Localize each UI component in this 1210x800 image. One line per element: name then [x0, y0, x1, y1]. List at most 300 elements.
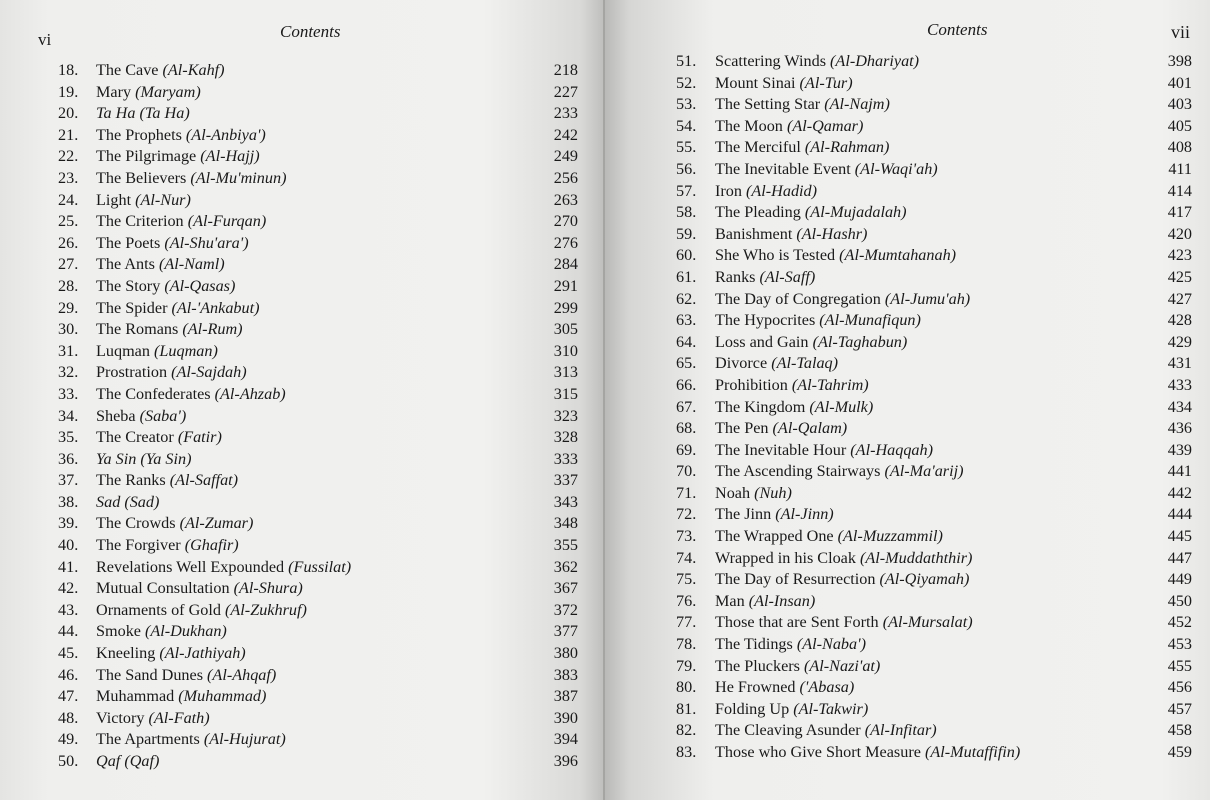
toc-entry [676, 440, 1198, 462]
toc-entry-english-title: The Pluckers [715, 656, 805, 675]
toc-entry-number: 68. [676, 419, 697, 438]
toc-entry-english-title: The Ascending Stairways [715, 462, 885, 481]
toc-entry-english-title: Smoke [96, 622, 146, 641]
toc-entry [676, 224, 1198, 246]
toc-entry-page-number: 367 [553, 579, 578, 598]
toc-entry-arabic-title: (Al-Zumar) [179, 514, 254, 533]
toc-entry [58, 362, 578, 384]
toc-entry-page-number: 403 [1167, 95, 1192, 114]
toc-entry-arabic-title: (Al-Tahrim) [791, 375, 869, 394]
toc-entry-number: 83. [676, 743, 697, 761]
toc-entry [58, 60, 578, 82]
toc-entry-english-title: The Prophets [96, 125, 186, 144]
toc-entry [676, 461, 1198, 483]
toc-entry-arabic-title: (Al-Kahf) [162, 61, 225, 79]
toc-entry-title [715, 332, 907, 354]
toc-entry-page-number: 452 [1167, 613, 1192, 632]
toc-entry-page-number: 328 [553, 428, 578, 447]
toc-entry-number: 71. [676, 483, 697, 502]
toc-entry [58, 513, 578, 535]
toc-entry-number: 70. [676, 462, 697, 481]
toc-entry-number: 58. [676, 203, 697, 222]
toc-entry-number: 52. [676, 73, 697, 92]
toc-entry-arabic-title: (Al-Anbiya') [185, 125, 266, 144]
toc-entry-title [96, 190, 191, 212]
toc-entry-title [715, 224, 867, 246]
toc-entry-arabic-title: (Al-Ahzab) [214, 384, 286, 403]
toc-entry-title [715, 51, 919, 73]
toc-entry-number: 31. [58, 341, 79, 360]
toc-entry-page-number: 383 [553, 665, 578, 684]
toc-entry-english-title: The Day of Resurrection [715, 570, 880, 589]
toc-entry-arabic-title: Qaf (Qaf) [96, 752, 160, 770]
toc-entry [58, 708, 578, 730]
toc-entry-page-number: 380 [553, 644, 578, 663]
toc-entry-english-title: She Who is Tested [715, 246, 840, 265]
toc-entry-arabic-title: Ya Sin (Ya Sin) [96, 449, 192, 468]
toc-entry-number: 20. [58, 104, 79, 123]
toc-entry-arabic-title: (Al-Najm) [824, 95, 890, 114]
toc-entry-page-number: 447 [1167, 548, 1192, 567]
toc-entry-arabic-title: (Fatir) [177, 428, 222, 447]
toc-entry-page-number: 431 [1167, 354, 1192, 373]
toc-entry-title [96, 751, 159, 773]
toc-entry-number: 81. [676, 699, 697, 718]
toc-entry-title [96, 665, 276, 687]
toc-entry [676, 94, 1198, 116]
toc-entry-number: 80. [676, 678, 697, 697]
toc-entry-english-title: The Pilgrimage [96, 147, 201, 166]
toc-entry-page-number: 456 [1167, 678, 1192, 697]
toc-entry-page-number: 227 [553, 82, 578, 101]
toc-entry-arabic-title: (Al-Mutaffifin) [924, 743, 1021, 761]
toc-entry [58, 168, 578, 190]
toc-entry-number: 60. [676, 246, 697, 265]
toc-entry-english-title: Mutual Consultation [96, 579, 234, 598]
toc-entry-number: 48. [58, 708, 79, 727]
toc-entry-arabic-title: (Al-Hujurat) [203, 730, 286, 749]
toc-entry-title [96, 146, 260, 168]
toc-entry-arabic-title: (Maryam) [135, 82, 201, 101]
toc-entry-number: 62. [676, 289, 697, 308]
toc-entry-number: 59. [676, 224, 697, 243]
toc-entry-page-number: 420 [1167, 224, 1192, 243]
toc-entry-title [715, 742, 1020, 764]
toc-entry-number: 39. [58, 514, 79, 533]
toc-entry-title [96, 60, 225, 82]
toc-entry-title [96, 470, 238, 492]
toc-entry-page-number: 441 [1167, 462, 1192, 481]
toc-entry-english-title: The Setting Star [715, 95, 825, 114]
toc-entry [58, 298, 578, 320]
toc-entry-english-title: The Inevitable Hour [715, 440, 851, 459]
right-folio: vii [1171, 22, 1191, 42]
toc-entry-arabic-title: (Al-Zukhruf) [225, 600, 307, 619]
toc-entry-english-title: The Apartments [96, 730, 204, 749]
toc-entry-title [715, 310, 921, 332]
toc-entry [58, 751, 578, 773]
toc-entry-number: 21. [58, 125, 79, 144]
toc-entry-english-title: The Believers [96, 168, 191, 187]
toc-entry-title [715, 440, 933, 462]
toc-entry [58, 600, 578, 622]
toc-entry [676, 51, 1198, 73]
toc-entry-number: 49. [58, 730, 79, 749]
toc-entry-english-title: Prostration [96, 363, 172, 382]
toc-entry-english-title: The Wrapped One [715, 527, 838, 546]
toc-entry-page-number: 401 [1167, 73, 1192, 92]
toc-entry-title [715, 591, 815, 613]
toc-entry-title [96, 254, 225, 276]
toc-entry-title [96, 600, 307, 622]
toc-entry-number: 64. [676, 332, 697, 351]
toc-entry-number: 45. [58, 644, 79, 663]
toc-entry [676, 569, 1198, 591]
toc-entry-title [96, 643, 246, 665]
toc-entry-page-number: 453 [1167, 635, 1192, 654]
toc-entry-arabic-title: (Al-Jumu'ah) [884, 289, 971, 308]
toc-entry [58, 578, 578, 600]
toc-entry-number: 25. [58, 212, 79, 231]
toc-entry-arabic-title: (Al-Mursalat) [882, 613, 973, 632]
toc-entry-page-number: 436 [1167, 419, 1192, 438]
toc-entry-page-number: 291 [553, 276, 578, 295]
toc-entry-arabic-title: (Al-Hajj) [200, 147, 260, 166]
toc-entry-page-number: 355 [553, 536, 578, 555]
toc-entry-number: 24. [58, 190, 79, 209]
toc-entry-number: 47. [58, 687, 79, 706]
toc-entry-page-number: 299 [553, 298, 578, 317]
toc-entry-english-title: Banishment [715, 224, 797, 243]
toc-entry [58, 449, 578, 471]
toc-entry-arabic-title: (Al-Saff) [759, 267, 816, 286]
toc-entry-number: 26. [58, 233, 79, 252]
toc-entry-title [96, 298, 260, 320]
toc-entry-number: 67. [676, 397, 697, 416]
toc-entry-title [96, 211, 266, 233]
toc-entry-title [96, 341, 218, 363]
toc-entry-page-number: 398 [1167, 52, 1192, 70]
toc-entry-number: 78. [676, 635, 697, 654]
toc-entry-arabic-title: (Al-Fath) [148, 708, 210, 727]
toc-entry-arabic-title: (Al-Naba') [796, 635, 866, 654]
toc-entry-page-number: 305 [553, 320, 578, 339]
toc-entry-title [715, 548, 972, 570]
toc-entry-page-number: 445 [1167, 527, 1192, 546]
toc-entry [676, 418, 1198, 440]
toc-entry-arabic-title: (Al-Munafiqun) [819, 311, 921, 330]
toc-entry-page-number: 414 [1167, 181, 1192, 200]
toc-entry-page-number: 372 [553, 600, 578, 619]
toc-entry [676, 397, 1198, 419]
left-toc-list [58, 60, 578, 773]
toc-entry-page-number: 444 [1167, 505, 1192, 524]
left-running-header: Contents [280, 22, 341, 41]
toc-entry-number: 37. [58, 471, 79, 490]
toc-entry [676, 116, 1198, 138]
toc-entry-page-number: 405 [1167, 116, 1192, 135]
toc-entry-title [715, 656, 880, 678]
toc-entry-title [715, 483, 792, 505]
toc-entry [58, 384, 578, 406]
toc-entry-arabic-title: (Ghafir) [184, 536, 239, 555]
toc-entry [676, 332, 1198, 354]
toc-entry [58, 341, 578, 363]
toc-entry-english-title: Light [96, 190, 136, 209]
toc-entry-arabic-title: (Al-Saffat) [169, 471, 239, 490]
toc-entry-page-number: 411 [1168, 159, 1192, 178]
toc-entry-number: 34. [58, 406, 79, 425]
right-toc-list [676, 51, 1198, 764]
toc-entry-page-number: 233 [553, 104, 578, 123]
toc-entry-title [715, 677, 854, 699]
toc-entry-english-title: The Story [96, 276, 165, 295]
toc-entry-arabic-title: (Al-Sajdah) [171, 363, 247, 382]
toc-entry-number: 41. [58, 557, 79, 576]
toc-entry-arabic-title: (Al-Haqqah) [850, 440, 934, 459]
toc-entry [676, 591, 1198, 613]
toc-entry-arabic-title: (Al-Rum) [182, 320, 243, 339]
toc-entry-number: 30. [58, 320, 79, 339]
toc-entry-arabic-title: (Al-Talaq) [771, 354, 839, 373]
toc-entry-title [715, 612, 973, 634]
toc-entry-english-title: The Ranks [96, 471, 170, 490]
toc-entry-english-title: The Merciful [715, 138, 805, 157]
toc-entry-english-title: Man [715, 591, 749, 610]
toc-entry-arabic-title: (Al-Insan) [748, 591, 816, 610]
toc-entry [676, 634, 1198, 656]
toc-entry-arabic-title: (Al-Jinn) [775, 505, 834, 524]
toc-entry-title [715, 569, 969, 591]
right-running-header: Contents [927, 20, 988, 39]
toc-entry-arabic-title: (Al-Dukhan) [145, 622, 227, 641]
toc-entry-title [715, 526, 943, 548]
toc-entry-title [715, 504, 834, 526]
toc-entry [58, 470, 578, 492]
toc-entry-number: 22. [58, 147, 79, 166]
toc-entry-number: 44. [58, 622, 79, 641]
toc-entry-arabic-title: (Al-Qiyamah) [879, 570, 970, 589]
toc-entry-english-title: The Spider [96, 298, 172, 317]
toc-entry-english-title: The Inevitable Event [715, 159, 855, 178]
toc-entry-title [715, 202, 907, 224]
toc-entry [676, 375, 1198, 397]
toc-entry-arabic-title: (Al-Takwir) [793, 699, 869, 718]
toc-entry-english-title: Loss and Gain [715, 332, 813, 351]
toc-entry-page-number: 362 [553, 557, 578, 576]
toc-entry-english-title: Muhammad [96, 687, 179, 706]
toc-entry [676, 310, 1198, 332]
toc-entry-english-title: The Ants [96, 255, 159, 274]
toc-entry-page-number: 218 [553, 61, 578, 79]
toc-entry [676, 548, 1198, 570]
toc-entry-arabic-title: Sad (Sad) [96, 492, 160, 511]
toc-entry [58, 319, 578, 341]
toc-entry-title [715, 397, 873, 419]
toc-entry [676, 483, 1198, 505]
toc-entry-title [715, 418, 847, 440]
toc-entry-number: 38. [58, 492, 79, 511]
toc-entry-page-number: 428 [1167, 311, 1192, 330]
toc-entry-arabic-title: (Al-Qalam) [772, 419, 848, 438]
toc-entry-title [715, 181, 817, 203]
toc-entry-number: 77. [676, 613, 697, 632]
toc-entry-title [715, 634, 866, 656]
toc-entry-english-title: The Criterion [96, 212, 188, 231]
toc-entry-title [715, 267, 815, 289]
toc-entry-number: 18. [58, 61, 79, 79]
toc-entry-number: 36. [58, 449, 79, 468]
toc-entry-arabic-title: (Al-Nazi'at) [804, 656, 881, 675]
toc-entry-english-title: The Sand Dunes [96, 665, 208, 684]
toc-entry [676, 742, 1198, 764]
toc-entry-arabic-title: (Al-Muzzammil) [837, 527, 943, 546]
toc-entry-page-number: 284 [553, 255, 578, 274]
toc-entry [58, 233, 578, 255]
toc-entry [676, 656, 1198, 678]
toc-entry-english-title: Kneeling [96, 644, 160, 663]
toc-entry-page-number: 377 [553, 622, 578, 641]
toc-entry-page-number: 242 [553, 125, 578, 144]
toc-entry [676, 289, 1198, 311]
toc-entry-page-number: 387 [553, 687, 578, 706]
toc-entry-arabic-title: (Al-Waqi'ah) [854, 159, 938, 178]
toc-entry [58, 665, 578, 687]
toc-entry-number: 63. [676, 311, 697, 330]
toc-entry-page-number: 348 [553, 514, 578, 533]
toc-entry-title [96, 406, 186, 428]
toc-entry-title [96, 384, 286, 406]
toc-entry-title [96, 686, 266, 708]
toc-entry-arabic-title: (Al-Tur) [799, 73, 853, 92]
toc-entry-number: 53. [676, 95, 697, 114]
toc-entry-arabic-title: (Al-Mu'minun) [190, 168, 287, 187]
toc-entry-number: 57. [676, 181, 697, 200]
toc-entry-page-number: 449 [1167, 570, 1192, 589]
toc-entry-english-title: Wrapped in his Cloak [715, 548, 861, 567]
toc-entry-english-title: The Cave [96, 61, 163, 79]
toc-entry-arabic-title: (Al-Muddaththir) [860, 548, 973, 567]
toc-entry [58, 190, 578, 212]
toc-entry-arabic-title: Ta Ha (Ta Ha) [96, 104, 190, 123]
toc-entry-number: 56. [676, 159, 697, 178]
toc-entry-title [715, 73, 853, 95]
toc-entry-title [96, 729, 286, 751]
toc-entry-page-number: 442 [1167, 483, 1192, 502]
toc-entry-number: 82. [676, 721, 697, 740]
toc-entry [676, 267, 1198, 289]
toc-entry-arabic-title: (Al-Ma'arij) [884, 462, 964, 481]
toc-entry [58, 406, 578, 428]
toc-entry-arabic-title: (Al-Mujadalah) [804, 203, 907, 222]
toc-entry-number: 54. [676, 116, 697, 135]
toc-entry-page-number: 249 [553, 147, 578, 166]
toc-entry-english-title: The Tidings [715, 635, 797, 654]
toc-entry-title [96, 621, 227, 643]
toc-entry [58, 621, 578, 643]
toc-entry-title [96, 557, 351, 579]
toc-entry-page-number: 323 [553, 406, 578, 425]
toc-entry-english-title: Those that are Sent Forth [715, 613, 883, 632]
toc-entry-arabic-title: (Al-Shu'ara') [164, 233, 249, 252]
toc-entry [676, 245, 1198, 267]
toc-entry [58, 82, 578, 104]
toc-entry [58, 254, 578, 276]
toc-entry-page-number: 450 [1167, 591, 1192, 610]
toc-entry-arabic-title: (Al-Furqan) [187, 212, 267, 231]
toc-entry-page-number: 337 [553, 471, 578, 490]
toc-entry [676, 137, 1198, 159]
toc-entry-english-title: Those who Give Short Measure [715, 743, 925, 761]
toc-entry-number: 19. [58, 82, 79, 101]
toc-entry-arabic-title: (Al-Naml) [158, 255, 225, 274]
toc-entry-title [96, 708, 210, 730]
toc-entry-page-number: 457 [1167, 699, 1192, 718]
toc-entry-number: 69. [676, 440, 697, 459]
toc-entry-page-number: 270 [553, 212, 578, 231]
toc-entry-page-number: 396 [553, 752, 578, 770]
toc-entry-number: 40. [58, 536, 79, 555]
toc-entry-english-title: Mount Sinai [715, 73, 800, 92]
toc-entry-title [96, 233, 249, 255]
toc-entry [58, 557, 578, 579]
toc-entry [58, 103, 578, 125]
toc-entry [58, 211, 578, 233]
toc-entry [58, 125, 578, 147]
toc-entry-english-title: Ranks [715, 267, 760, 286]
toc-entry-number: 79. [676, 656, 697, 675]
toc-entry-title [96, 125, 266, 147]
toc-entry [58, 146, 578, 168]
toc-entry-title [96, 276, 235, 298]
toc-entry-number: 73. [676, 527, 697, 546]
toc-entry-title [715, 289, 970, 311]
toc-entry [676, 720, 1198, 742]
toc-entry-english-title: The Day of Congregation [715, 289, 885, 308]
toc-entry-number: 72. [676, 505, 697, 524]
toc-entry-english-title: The Hypocrites [715, 311, 820, 330]
toc-entry-page-number: 439 [1167, 440, 1192, 459]
toc-entry-title [715, 94, 890, 116]
toc-entry-english-title: The Moon [715, 116, 787, 135]
toc-entry-arabic-title: (Nuh) [754, 483, 792, 502]
toc-entry-title [96, 427, 222, 449]
toc-entry-title [715, 353, 838, 375]
toc-entry-title [96, 168, 286, 190]
toc-entry-english-title: Prohibition [715, 375, 792, 394]
toc-entry-english-title: The Confederates [96, 384, 215, 403]
toc-entry [676, 202, 1198, 224]
toc-entry [676, 677, 1198, 699]
toc-entry-page-number: 427 [1167, 289, 1192, 308]
toc-entry-title [96, 103, 190, 125]
toc-entry-english-title: The Poets [96, 233, 165, 252]
toc-entry-page-number: 458 [1167, 721, 1192, 740]
toc-entry-arabic-title: ('Abasa) [799, 678, 855, 697]
toc-entry-title [715, 245, 956, 267]
toc-entry-english-title: Luqman [96, 341, 154, 360]
toc-entry-title [96, 535, 239, 557]
toc-entry-english-title: Folding Up [715, 699, 794, 718]
toc-entry-english-title: The Cleaving Asunder [715, 721, 865, 740]
left-folio: vi [38, 30, 52, 49]
toc-entry-number: 46. [58, 665, 79, 684]
toc-entry-arabic-title: (Al-Dhariyat) [830, 52, 920, 70]
toc-entry-english-title: Divorce [715, 354, 772, 373]
toc-entry-page-number: 313 [553, 363, 578, 382]
toc-entry-page-number: 343 [553, 492, 578, 511]
toc-entry-title [715, 699, 868, 721]
